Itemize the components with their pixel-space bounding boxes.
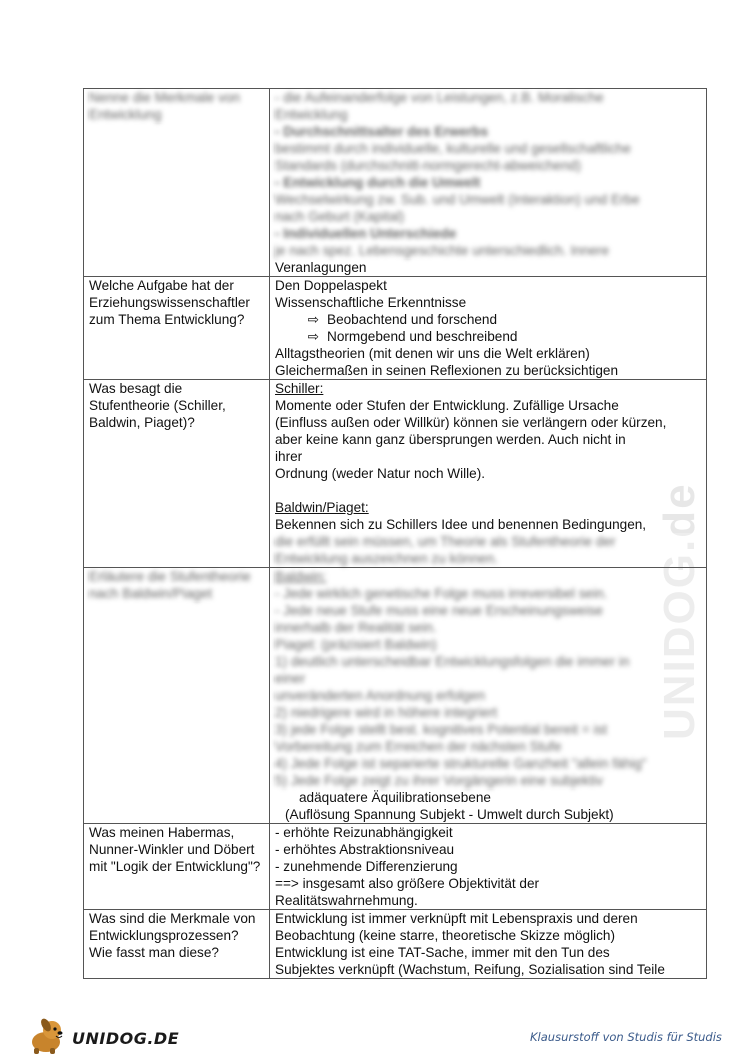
- bullet-item: [275, 311, 702, 328]
- arrow-right-icon: ⇨: [307, 329, 319, 344]
- answer-line: - Jede neue Stufe muss eine neue Erscheinungsweise: [275, 603, 603, 618]
- answer-line: je nach spez. Lebensgeschichte unterschiedlich. Innere: [275, 243, 610, 258]
- answer-line: Den Doppelaspekt: [275, 278, 387, 293]
- table-row: [84, 910, 707, 979]
- answer-line: unveränderten Anordnung erfolgen: [275, 688, 486, 703]
- answer-cell: [270, 568, 707, 824]
- question-text: Was besagt die Stufentheorie (Schiller, Baldwin, Piaget)?: [89, 381, 226, 430]
- section-heading: Baldwin/Piaget:: [275, 500, 369, 515]
- qa-table: [83, 88, 707, 979]
- answer-line: Standards (durchschnitt-normgerecht-abweichend): [275, 158, 582, 173]
- answer-line: Realitätswahrnehmung.: [275, 893, 418, 908]
- question-cell: [84, 910, 270, 979]
- answer-line: ihrer: [275, 449, 303, 464]
- answer-line: Baldwin:: [275, 569, 327, 584]
- answer-line: ==> insgesamt also größere Objektivität der: [275, 876, 540, 891]
- answer-cell: [270, 277, 707, 380]
- bullet-text: Beobachtend und forschend: [327, 312, 498, 327]
- answer-line: 4) Jede Folge ist separierte strukturelle Ganzheit "allein fähig": [275, 756, 647, 771]
- answer-line: Bekennen sich zu Schillers Idee und benennen Bedingungen,: [275, 517, 647, 532]
- bullet-item: [275, 328, 702, 345]
- question-cell: [84, 824, 270, 910]
- question-text: Welche Aufgabe hat der Erziehungswissenschaftler zum Thema Entwicklung?: [89, 278, 250, 327]
- table-row: [84, 89, 707, 277]
- answer-line: Entwicklung auszeichnen zu können.: [275, 551, 498, 566]
- question-text: Was sind die Merkmale von Entwicklungsprozessen? Wie fasst man diese?: [89, 911, 256, 960]
- table-row: [84, 824, 707, 910]
- table-row: [84, 568, 707, 824]
- answer-cell: [270, 380, 707, 568]
- table-row: [84, 380, 707, 568]
- question-cell: [84, 568, 270, 824]
- answer-line: (Einfluss außen oder Willkür) können sie verlängern oder kürzen,: [275, 415, 667, 430]
- question-text: Nenne die Merkmale von Entwicklung: [89, 90, 241, 122]
- answer-line: Vorbereitung zum Erreichen der nächsten Stufe: [275, 739, 562, 754]
- question-text: Erläutere die Stufentheorie nach Baldwin/Piaget: [89, 569, 251, 601]
- bullet-text: Normgebend und beschreibend: [327, 329, 518, 344]
- answer-line: - Individuellen Unterschiede: [275, 226, 457, 241]
- answer-line: 2) niedrigere wird in höhere integriert: [275, 705, 498, 720]
- arrow-right-icon: ⇨: [307, 312, 319, 327]
- answer-line: Gleichermaßen in seinen Reflexionen zu berücksichtigen: [275, 363, 619, 378]
- answer-line: die erfüllt sein müssen, um Theorie als Stufentheorie der: [275, 534, 616, 549]
- answer-line: bestimmt durch individuelle, kulturelle und gesellschaftliche: [275, 141, 631, 156]
- unidog-logo: [22, 1016, 180, 1056]
- answer-line: - zunehmende Differenzierung: [275, 859, 458, 874]
- answer-line: 3) jede Folge stellt best. kognitives Potential bereit = ist: [275, 722, 608, 737]
- question-text: Was meinen Habermas, Nunner-Winkler und Döbert mit "Logik der Entwicklung"?: [89, 825, 261, 874]
- answer-line: einer: [275, 671, 306, 686]
- answer-line: Alltagstheorien (mit denen wir uns die Welt erklären): [275, 346, 590, 361]
- section-heading: Schiller:: [275, 381, 324, 396]
- answer-line: 1) deutlich unterscheidbar Entwicklungsfolgen die immer in: [275, 654, 630, 669]
- logo-text: UNIDOG.DE: [72, 1029, 180, 1048]
- answer-line: - Jede wirklich genetische Folge muss irreversibel sein.: [275, 586, 608, 601]
- answer-line: (Auflösung Spannung Subjekt - Umwelt durch Subjekt): [285, 807, 614, 822]
- question-cell: [84, 89, 270, 277]
- answer-line: - Durchschnittsalter des Erwerbs: [275, 124, 489, 139]
- answer-cell: [270, 910, 707, 979]
- dog-icon: [22, 1016, 70, 1056]
- answer-line: Entwicklung ist immer verknüpft mit Lebenspraxis und deren: [275, 911, 638, 926]
- answer-cell: [270, 824, 707, 910]
- answer-line: Piaget: (präzisiert Baldwin): [275, 637, 437, 652]
- answer-line: 5) Jede Folge zeigt zu ihrer Vorgängerin eine subjektiv: [275, 773, 603, 788]
- answer-line: aber keine kann ganz übersprungen werden. Auch nicht in: [275, 432, 626, 447]
- answer-line: Entwicklung ist eine TAT-Sache, immer mit den Tun des: [275, 945, 610, 960]
- answer-line: Momente oder Stufen der Entwicklung. Zufällige Ursache: [275, 398, 619, 413]
- answer-line: Wechselwirkung zw. Sub. und Umwelt (Interaktion) und Erbe: [275, 192, 640, 207]
- answer-line: nach Geburt (Kapital): [275, 209, 405, 224]
- answer-line: Wissenschaftliche Erkenntnisse: [275, 295, 467, 310]
- watermark: UNIDOG.de: [655, 482, 704, 740]
- answer-line: Subjektes verknüpft (Wachstum, Reifung, Sozialisation sind Teile: [275, 962, 665, 977]
- answer-cell: [270, 89, 707, 277]
- answer-line: - die Aufeinanderfolge von Leistungen, z.B. Moralische: [275, 90, 604, 105]
- answer-line: - Entwicklung durch die Umwelt: [275, 175, 481, 190]
- question-cell: [84, 380, 270, 568]
- answer-line: Veranlagungen: [275, 260, 367, 275]
- answer-line: Ordnung (weder Natur noch Wille).: [275, 466, 486, 481]
- answer-line: - erhöhte Reizunabhängigkeit: [275, 825, 453, 840]
- footer-slogan: Klausurstoff von Studis für Studis: [530, 1030, 722, 1044]
- table-row: [84, 277, 707, 380]
- answer-line: adäquatere Äquilibrationsebene: [299, 790, 491, 805]
- answer-line: Entwicklung: [275, 107, 348, 122]
- answer-line: Beobachtung (keine starre, theoretische Skizze möglich): [275, 928, 616, 943]
- answer-line: - erhöhtes Abstraktionsniveau: [275, 842, 455, 857]
- answer-line: innerhalb der Realität sein.: [275, 620, 437, 635]
- question-cell: [84, 277, 270, 380]
